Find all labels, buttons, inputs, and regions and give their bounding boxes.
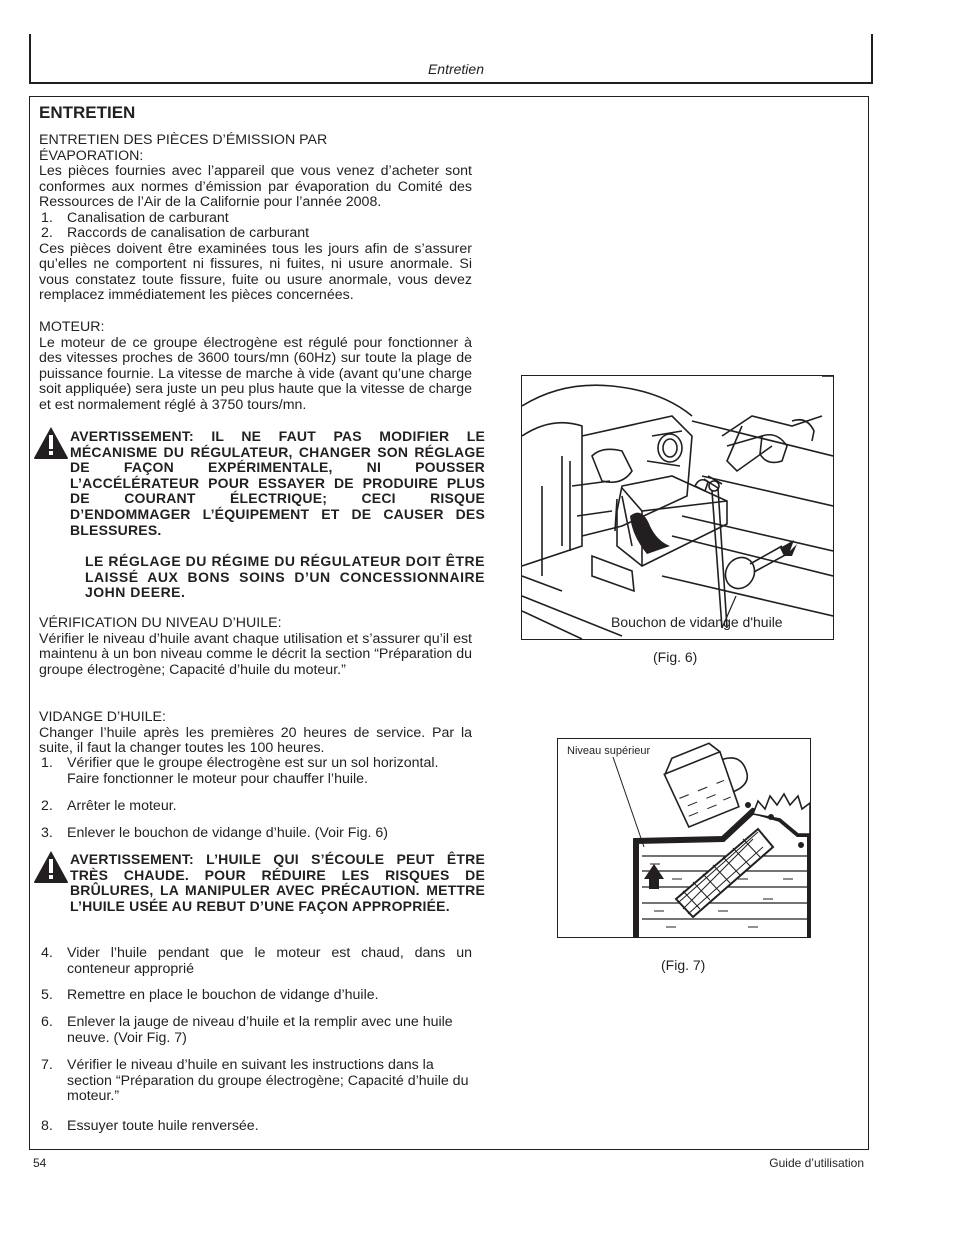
warning-text-2: LE RÉGLAGE DU RÉGIME DU RÉGULATEUR DOIT ÊTRE LAISSÉ AUX BONS SOINS D’UN CONCESSIONNAIRE JOHN DEERE.: [85, 553, 485, 601]
engine-heading: MOTEUR:: [39, 319, 105, 335]
emission-note: Ces pièces doivent être examinées tous les jours afin de s’assurer qu’elles ne comportent ni fissures, ni fuites, ni usure anormale. Si vous constatez toute fissure, fuite ou usure anormale, vous devez remplacez immédiatement les pièces concernées.: [39, 240, 472, 303]
oil-change-intro: Changer l’huile après les premières 20 heures de service. Par la suite, il faut la changer toutes les 100 heures.: [39, 724, 472, 756]
oil-check-section: [39, 616, 472, 678]
engine-text: Le moteur de ce groupe électrogène est régulé pour fonctionner à des vitesses proches de 3600 tours/mn (60Hz) sur toute la plage de puissance fournie. La vitesse de marche à vide (avant qu’une charge soit appliquée) sera juste un peu plus haute que la vitesse de charge et est normalement réglé à 3750 tours/mn.: [39, 334, 472, 413]
footer-guide: Guide d’utilisation: [769, 1156, 864, 1170]
fig6-label: Bouchon de vidange d'huile: [611, 614, 783, 630]
list-item: 7. Vérifier le niveau d’huile en suivant les instructions dans la section “Préparation du groupe électrogène; Capacité d’huile du moteur.”: [41, 1057, 469, 1104]
section-title: ENTRETIEN: [39, 103, 136, 122]
oil-change-steps-a: [39, 756, 472, 787]
emission-intro: Les pièces fournies avec l’appareil que vous venez d’acheter sont conformes aux normes d’émission par évaporation du Comité des Ressources de l’Air de la Californie pour l’année 2008.: [39, 163, 472, 210]
header-title: Entretien: [427, 61, 484, 77]
fig7-label: Niveau supérieur: [567, 745, 651, 757]
warning-triangle-icon: [33, 426, 69, 460]
list-item: 5. Remettre en place le bouchon de vidange d’huile.: [41, 987, 379, 1003]
warning-text: AVERTISSEMENT: IL NE FAUT PAS MODIFIER LE MÉCANISME DU RÉGULATEUR, CHANGER SON RÉGLAGE DE FAÇON EXPÉRIMENTALE, NI POUSSER L’ACCÉLÉRATEUR POUR ESSAYER DE PRODUIRE PLUS DE COURANT ÉLECTRIQUE; CECI RISQUE D’ENDOMMAGER L’ÉQUIPEMENT ET DE CAUSER DES BLESSURES.: [70, 428, 485, 538]
list-item: 3. Enlever le bouchon de vidange d’huile. (Voir Fig. 6): [41, 825, 388, 841]
oil-check-text: Vérifier le niveau d’huile avant chaque utilisation et s’assurer qu’il est maintenu à un bon niveau comme le décrit la section “Préparation du groupe électrogène; Capacité d’huile du moteur.”: [39, 630, 472, 678]
fig7-caption: (Fig. 7): [661, 957, 706, 973]
engine-drain-illustration: [522, 376, 833, 639]
oil-fill-illustration: [558, 739, 810, 937]
figure-6: [521, 375, 834, 640]
oil-change-step-4: [39, 946, 472, 977]
list-item: 6. Enlever la jauge de niveau d’huile et la remplir avec une huile neuve. (Voir Fig. 7): [41, 1014, 453, 1046]
oil-change-heading: VIDANGE D’HUILE:: [39, 709, 166, 725]
list-item: 1. Canalisation de carburant: [41, 209, 229, 226]
fig6-caption: (Fig. 6): [653, 649, 698, 665]
figure-7: [557, 738, 811, 938]
oil-change-section: [39, 710, 472, 757]
oil-change-step-2: [39, 799, 472, 815]
page-number: 54: [33, 1156, 47, 1170]
emission-heading-2: ÉVAPORATION:: [39, 147, 144, 164]
warning-hot-oil: [33, 850, 485, 934]
page-header: [29, 34, 873, 84]
emission-heading: ENTRETIEN DES PIÈCES D’ÉMISSION PAR: [39, 132, 328, 148]
oil-change-step-7: [39, 1058, 472, 1105]
oil-change-step-6: [39, 1015, 472, 1046]
list-item: 8. Essuyer toute huile renversée.: [41, 1118, 259, 1134]
list-item: 4. Vider l’huile pendant que le moteur est chaud, dans un conteneur approprié: [41, 945, 472, 977]
oil-change-step-3: [39, 826, 472, 842]
oil-change-step-8: [39, 1119, 472, 1135]
oil-check-heading: VÉRIFICATION DU NIVEAU D’HUILE:: [39, 615, 282, 631]
engine-section: [39, 320, 472, 413]
warning-triangle-icon: [33, 850, 69, 884]
oil-change-step-5: [39, 988, 472, 1004]
list-item: 2. Raccords de canalisation de carburant: [41, 225, 310, 241]
emission-section: [39, 133, 472, 304]
warning-governor: [33, 426, 485, 606]
list-item: 2. Arrêter le moteur.: [41, 798, 177, 814]
warning-text: AVERTISSEMENT: L’HUILE QUI S’ÉCOULE PEUT ÊTRE TRÈS CHAUDE. POUR RÉDUIRE LES RISQUES DE BRÛLURES, LA MANIPULER AVEC PRÉCAUTION. METTRE L’HUILE USÉE AU REBUT D’UNE FAÇON APPROPRIÉE.: [70, 851, 485, 914]
list-item: 1. Vérifier que le groupe électrogène est sur un sol horizontal. Faire fonctionner le moteur pour chauffer l’huile.: [41, 755, 439, 787]
